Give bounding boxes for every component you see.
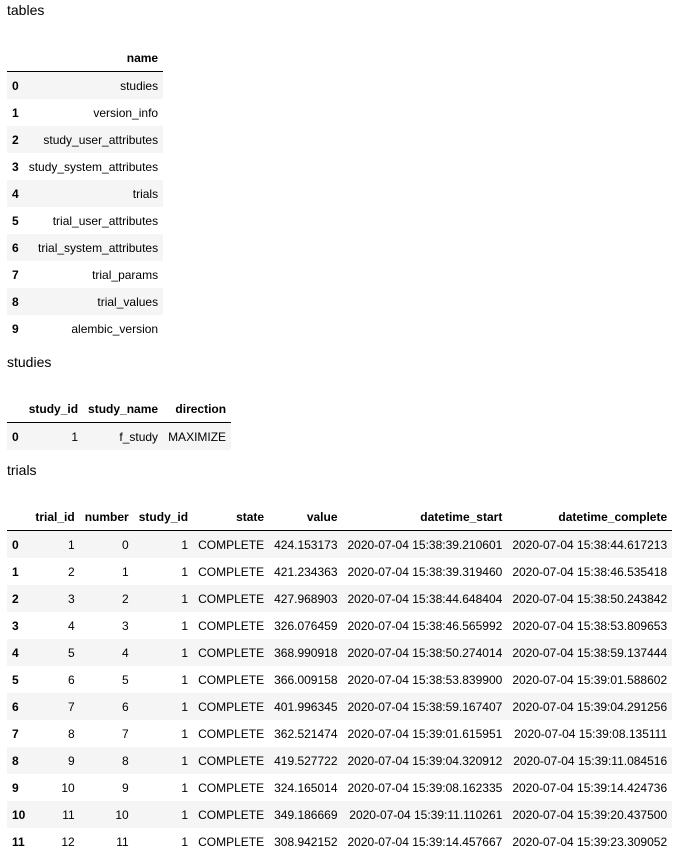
trials-cell-datetime-start: 2020-07-04 15:39:04.320912	[343, 747, 508, 774]
tables-cell-name: trial_system_attributes	[24, 234, 163, 261]
trials-cell-trial-id: 10	[30, 774, 79, 801]
trials-cell-value: 349.186669	[269, 801, 342, 828]
trials-cell-study-id: 1	[134, 720, 193, 747]
trials-row-index: 9	[7, 774, 30, 801]
studies-cell-direction: MAXIMIZE	[163, 423, 231, 451]
trials-cell-trial-id: 6	[30, 666, 79, 693]
tables-header-row	[7, 44, 163, 72]
trials-cell-trial-id: 7	[30, 693, 79, 720]
trials-cell-state: COMPLETE	[193, 828, 269, 855]
tables-column-header: name	[24, 44, 163, 72]
tables-row-index: 3	[7, 153, 24, 180]
trials-row	[7, 558, 672, 585]
tables-row-index: 6	[7, 234, 24, 261]
trials-cell-trial-id: 5	[30, 639, 79, 666]
trials-cell-datetime-start: 2020-07-04 15:38:44.648404	[343, 585, 508, 612]
tables-row	[7, 261, 163, 288]
trials-cell-datetime-complete: 2020-07-04 15:38:59.137444	[507, 639, 672, 666]
tables-row	[7, 315, 163, 342]
trials-cell-study-id: 1	[134, 801, 193, 828]
trials-cell-value: 401.996345	[269, 693, 342, 720]
trials-column-header: trial_id	[30, 503, 79, 531]
trials-row	[7, 666, 672, 693]
trials-cell-state: COMPLETE	[193, 720, 269, 747]
tables-row	[7, 180, 163, 207]
trials-cell-datetime-complete: 2020-07-04 15:39:23.309052	[507, 828, 672, 855]
trials-cell-value: 419.527722	[269, 747, 342, 774]
trials-cell-state: COMPLETE	[193, 612, 269, 639]
trials-cell-value: 326.076459	[269, 612, 342, 639]
tables-column-header	[7, 44, 24, 72]
trials-cell-number: 4	[80, 639, 134, 666]
trials-cell-number: 6	[80, 693, 134, 720]
trials-cell-value: 308.942152	[269, 828, 342, 855]
trials-cell-trial-id: 12	[30, 828, 79, 855]
trials-cell-state: COMPLETE	[193, 747, 269, 774]
trials-cell-datetime-complete: 2020-07-04 15:38:46.535418	[507, 558, 672, 585]
trials-cell-datetime-start: 2020-07-04 15:38:39.319460	[343, 558, 508, 585]
tables-row-index: 7	[7, 261, 24, 288]
trials-cell-datetime-start: 2020-07-04 15:39:14.457667	[343, 828, 508, 855]
tables-dataframe	[7, 44, 163, 342]
trials-row-index: 2	[7, 585, 30, 612]
trials-cell-datetime-complete: 2020-07-04 15:39:11.084516	[507, 747, 672, 774]
trials-cell-study-id: 1	[134, 639, 193, 666]
trials-cell-datetime-complete: 2020-07-04 15:39:14.424736	[507, 774, 672, 801]
tables-cell-name: studies	[24, 72, 163, 100]
trials-cell-datetime-complete: 2020-07-04 15:39:20.437500	[507, 801, 672, 828]
tables-cell-name: study_user_attributes	[24, 126, 163, 153]
trials-cell-datetime-complete: 2020-07-04 15:38:50.243842	[507, 585, 672, 612]
studies-row	[7, 423, 231, 451]
trials-cell-number: 5	[80, 666, 134, 693]
trials-cell-number: 0	[80, 531, 134, 559]
tables-cell-name: study_system_attributes	[24, 153, 163, 180]
trials-column-header: datetime_complete	[507, 503, 672, 531]
trials-cell-datetime-complete: 2020-07-04 15:39:04.291256	[507, 693, 672, 720]
trials-cell-state: COMPLETE	[193, 531, 269, 559]
trials-cell-value: 368.990918	[269, 639, 342, 666]
tables-row-index: 0	[7, 72, 24, 100]
trials-row	[7, 693, 672, 720]
tables-row-index: 9	[7, 315, 24, 342]
trials-cell-datetime-complete: 2020-07-04 15:39:01.588602	[507, 666, 672, 693]
studies-row-index: 0	[7, 423, 24, 451]
trials-column-header: datetime_start	[343, 503, 508, 531]
trials-row	[7, 612, 672, 639]
trials-cell-state: COMPLETE	[193, 558, 269, 585]
trials-cell-value: 424.153173	[269, 531, 342, 559]
trials-row-index: 7	[7, 720, 30, 747]
tables-row	[7, 126, 163, 153]
trials-cell-study-id: 1	[134, 531, 193, 559]
trials-cell-trial-id: 1	[30, 531, 79, 559]
tables-row-index: 5	[7, 207, 24, 234]
tables-cell-name: trials	[24, 180, 163, 207]
tables-row	[7, 288, 163, 315]
trials-cell-number: 7	[80, 720, 134, 747]
trials-row-index: 0	[7, 531, 30, 559]
studies-column-header: study_id	[24, 395, 83, 423]
trials-row	[7, 585, 672, 612]
tables-title: tables	[0, 1, 44, 19]
tables-body	[7, 72, 163, 343]
trials-cell-state: COMPLETE	[193, 774, 269, 801]
trials-column-header: number	[80, 503, 134, 531]
trials-title: trials	[0, 461, 37, 479]
trials-cell-datetime-start: 2020-07-04 15:38:46.565992	[343, 612, 508, 639]
trials-row	[7, 801, 672, 828]
trials-cell-study-id: 1	[134, 612, 193, 639]
trials-cell-datetime-start: 2020-07-04 15:38:59.167407	[343, 693, 508, 720]
tables-row-index: 2	[7, 126, 24, 153]
tables-cell-name: version_info	[24, 99, 163, 126]
trials-cell-trial-id: 4	[30, 612, 79, 639]
trials-cell-state: COMPLETE	[193, 639, 269, 666]
trials-cell-number: 11	[80, 828, 134, 855]
trials-column-header: state	[193, 503, 269, 531]
trials-cell-datetime-start: 2020-07-04 15:38:39.210601	[343, 531, 508, 559]
trials-cell-study-id: 1	[134, 774, 193, 801]
tables-row	[7, 207, 163, 234]
trials-cell-datetime-start: 2020-07-04 15:38:50.274014	[343, 639, 508, 666]
trials-cell-study-id: 1	[134, 747, 193, 774]
trials-row	[7, 639, 672, 666]
trials-row	[7, 828, 672, 855]
studies-body	[7, 423, 231, 451]
trials-cell-number: 3	[80, 612, 134, 639]
trials-row-index: 4	[7, 639, 30, 666]
trials-cell-number: 8	[80, 747, 134, 774]
trials-cell-datetime-complete: 2020-07-04 15:38:44.617213	[507, 531, 672, 559]
trials-cell-trial-id: 9	[30, 747, 79, 774]
trials-cell-trial-id: 2	[30, 558, 79, 585]
trials-row	[7, 531, 672, 559]
trials-cell-value: 324.165014	[269, 774, 342, 801]
tables-cell-name: trial_params	[24, 261, 163, 288]
studies-column-header: study_name	[83, 395, 163, 423]
trials-cell-value: 421.234363	[269, 558, 342, 585]
trials-cell-state: COMPLETE	[193, 693, 269, 720]
trials-cell-study-id: 1	[134, 666, 193, 693]
trials-cell-datetime-complete: 2020-07-04 15:39:08.135111	[507, 720, 672, 747]
trials-cell-number: 10	[80, 801, 134, 828]
trials-column-header: study_id	[134, 503, 193, 531]
studies-title: studies	[0, 353, 51, 371]
trials-row-index: 1	[7, 558, 30, 585]
trials-row-index: 3	[7, 612, 30, 639]
trials-cell-number: 9	[80, 774, 134, 801]
tables-row-index: 8	[7, 288, 24, 315]
tables-row	[7, 234, 163, 261]
trials-cell-datetime-complete: 2020-07-04 15:38:53.809653	[507, 612, 672, 639]
tables-row	[7, 72, 163, 100]
trials-cell-datetime-start: 2020-07-04 15:39:11.110261	[343, 801, 508, 828]
studies-cell-study-name: f_study	[83, 423, 163, 451]
trials-cell-state: COMPLETE	[193, 666, 269, 693]
trials-cell-study-id: 1	[134, 558, 193, 585]
studies-column-header: direction	[163, 395, 231, 423]
trials-column-header: value	[269, 503, 342, 531]
studies-dataframe	[7, 395, 231, 450]
tables-cell-name: trial_user_attributes	[24, 207, 163, 234]
trials-cell-datetime-start: 2020-07-04 15:39:08.162335	[343, 774, 508, 801]
trials-cell-number: 1	[80, 558, 134, 585]
trials-row-index: 5	[7, 666, 30, 693]
trials-row-index: 11	[7, 828, 30, 855]
tables-row	[7, 99, 163, 126]
studies-header-row	[7, 395, 231, 423]
trials-cell-state: COMPLETE	[193, 801, 269, 828]
trials-cell-datetime-start: 2020-07-04 15:39:01.615951	[343, 720, 508, 747]
studies-column-header	[7, 395, 24, 423]
trials-cell-study-id: 1	[134, 693, 193, 720]
tables-cell-name: trial_values	[24, 288, 163, 315]
trials-cell-value: 362.521474	[269, 720, 342, 747]
trials-dataframe	[7, 503, 672, 855]
trials-cell-trial-id: 3	[30, 585, 79, 612]
trials-cell-study-id: 1	[134, 585, 193, 612]
trials-cell-trial-id: 11	[30, 801, 79, 828]
trials-cell-study-id: 1	[134, 828, 193, 855]
studies-cell-study-id: 1	[24, 423, 83, 451]
trials-cell-datetime-start: 2020-07-04 15:38:53.839900	[343, 666, 508, 693]
tables-row-index: 1	[7, 99, 24, 126]
trials-row-index: 10	[7, 801, 30, 828]
trials-cell-value: 427.968903	[269, 585, 342, 612]
trials-row	[7, 747, 672, 774]
trials-column-header	[7, 503, 30, 531]
tables-row-index: 4	[7, 180, 24, 207]
trials-row	[7, 720, 672, 747]
trials-body	[7, 531, 672, 855]
trials-cell-trial-id: 8	[30, 720, 79, 747]
trials-header-row	[7, 503, 672, 531]
trials-row-index: 8	[7, 747, 30, 774]
tables-row	[7, 153, 163, 180]
tables-cell-name: alembic_version	[24, 315, 163, 342]
trials-cell-number: 2	[80, 585, 134, 612]
trials-row-index: 6	[7, 693, 30, 720]
trials-row	[7, 774, 672, 801]
trials-cell-state: COMPLETE	[193, 585, 269, 612]
trials-cell-value: 366.009158	[269, 666, 342, 693]
